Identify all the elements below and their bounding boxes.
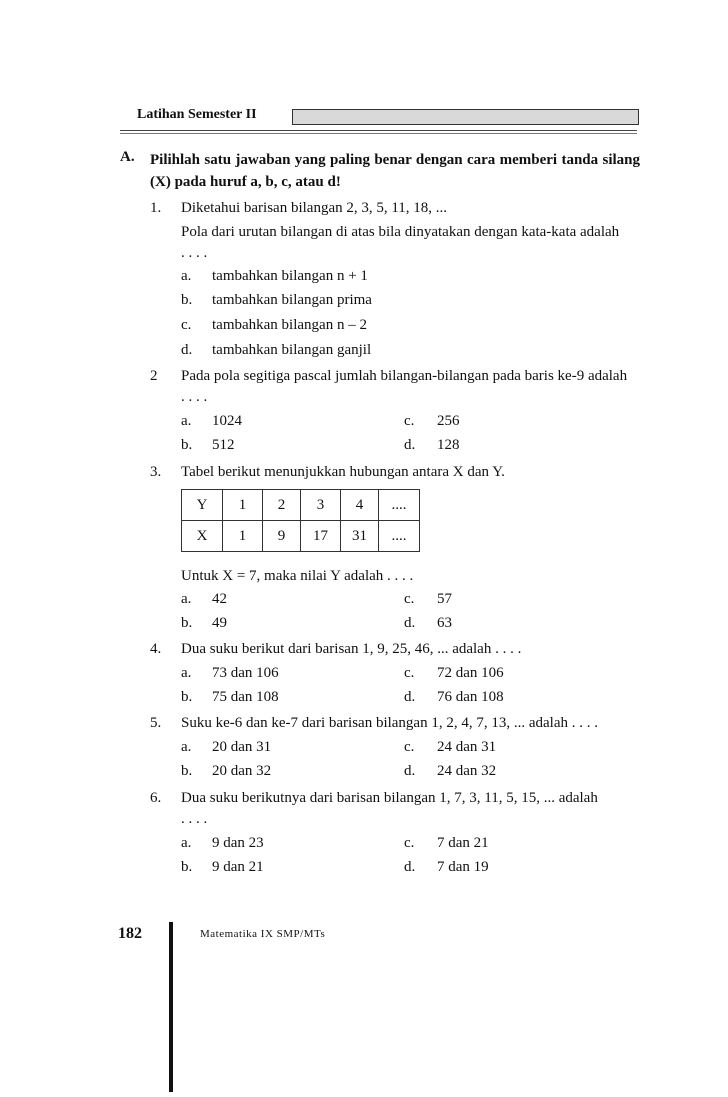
q2-option-b-letter: b. [181,437,193,453]
q1-line2: Pola dari urutan bilangan di atas bila dinyatakan dengan kata-kata adalah [181,224,620,240]
q2-option-a-text: 1024 [212,413,242,429]
q2-line1: Pada pola segitiga pascal jumlah bilangan-bilangan pada baris ke-9 adalah [181,368,628,384]
q6-number: 6. [150,790,162,806]
q3-option-d-text: 63 [437,615,452,631]
q3-option-b-letter: b. [181,615,193,631]
q5-option-d-text: 24 dan 32 [437,763,497,779]
section-number: A. [120,149,135,165]
q1-dots: . . . . [181,245,208,261]
q4-option-b-text: 75 dan 108 [212,689,279,705]
q2-number: 2 [150,368,158,384]
footer-book-title: Matematika IX SMP/MTs [200,928,326,940]
q5-option-a-text: 20 dan 31 [212,739,272,755]
table-cell: .... [379,521,420,552]
q4-option-c-letter: c. [404,665,415,681]
q5-option-b-letter: b. [181,763,193,779]
table-cell: 1 [223,521,263,552]
q6-option-a-text: 9 dan 23 [212,835,264,851]
q3-number: 3. [150,464,162,480]
q2-option-b-text: 512 [212,437,235,453]
table-cell: X [182,521,223,552]
q3-option-c-letter: c. [404,591,415,607]
q1-number: 1. [150,200,162,216]
q4-option-d-letter: d. [404,689,416,705]
q2-dots: . . . . [181,389,208,405]
q5-option-c-text: 24 dan 31 [437,739,497,755]
table-cell: 31 [341,521,379,552]
q5-option-d-letter: d. [404,763,416,779]
q6-option-d-letter: d. [404,859,416,875]
q5-option-b-text: 20 dan 32 [212,763,272,779]
q1-option-c-text: tambahkan bilangan n – 2 [212,317,367,333]
q1-option-a-text: tambahkan bilangan n + 1 [212,268,368,284]
q1-option-d-text: tambahkan bilangan ganjil [212,342,372,358]
q1-line1: Diketahui barisan bilangan 2, 3, 5, 11, 18, ... [181,200,448,216]
q2-option-c-text: 256 [437,413,460,429]
q1-option-c-letter: c. [181,317,192,333]
footer-divider-bar [169,922,173,1092]
q3-option-a-text: 42 [212,591,227,607]
table-cell: 1 [223,490,263,521]
page-number: 182 [118,925,142,942]
q2-option-c-letter: c. [404,413,415,429]
q3-line1: Tabel berikut menunjukkan hubungan antara X dan Y. [181,464,505,480]
q4-number: 4. [150,641,162,657]
header-title: Latihan Semester II [137,107,257,122]
q6-line1: Dua suku berikutnya dari barisan bilangan 1, 7, 3, 11, 5, 15, ... adalah [181,790,598,806]
table-cell: .... [379,490,420,521]
header-decor-box [292,109,639,125]
q6-option-d-text: 7 dan 19 [437,859,489,875]
q3-option-a-letter: a. [181,591,192,607]
q2-option-d-text: 128 [437,437,460,453]
q2-option-d-letter: d. [404,437,416,453]
q5-option-a-letter: a. [181,739,192,755]
q5-option-c-letter: c. [404,739,415,755]
q6-option-b-letter: b. [181,859,193,875]
table-cell: Y [182,490,223,521]
q6-option-c-text: 7 dan 21 [437,835,489,851]
q4-option-c-text: 72 dan 106 [437,665,504,681]
header-divider-secondary [120,133,637,134]
table-cell: 3 [301,490,341,521]
q6-option-a-letter: a. [181,835,192,851]
q1-option-a-letter: a. [181,268,192,284]
q4-option-b-letter: b. [181,689,193,705]
q3-line2: Untuk X = 7, maka nilai Y adalah . . . . [181,568,414,584]
q3-table [181,489,420,552]
table-cell: 2 [263,490,301,521]
table-cell: 9 [263,521,301,552]
table-row [182,490,420,521]
q5-line1: Suku ke-6 dan ke-7 dari barisan bilangan 1, 2, 4, 7, 13, ... adalah . . . . [181,715,598,731]
table-row [182,521,420,552]
q6-dots: . . . . [181,811,208,827]
q2-option-a-letter: a. [181,413,192,429]
q1-option-b-letter: b. [181,292,193,308]
q3-option-c-text: 57 [437,591,452,607]
section-instruction: Pilihlah satu jawaban yang paling benar dengan cara memberi tanda silang (X) pada huruf a, b, c, atau d! [150,152,640,190]
q3-option-d-letter: d. [404,615,416,631]
table-cell: 17 [301,521,341,552]
table-cell: 4 [341,490,379,521]
q5-number: 5. [150,715,162,731]
q3-option-b-text: 49 [212,615,227,631]
header-divider [120,130,637,131]
q1-option-d-letter: d. [181,342,193,358]
q1-option-b-text: tambahkan bilangan prima [212,292,372,308]
q6-option-b-text: 9 dan 21 [212,859,264,875]
q4-line1: Dua suku berikut dari barisan 1, 9, 25, 46, ... adalah . . . . [181,641,522,657]
q6-option-c-letter: c. [404,835,415,851]
q4-option-a-letter: a. [181,665,192,681]
q4-option-d-text: 76 dan 108 [437,689,504,705]
q4-option-a-text: 73 dan 106 [212,665,279,681]
